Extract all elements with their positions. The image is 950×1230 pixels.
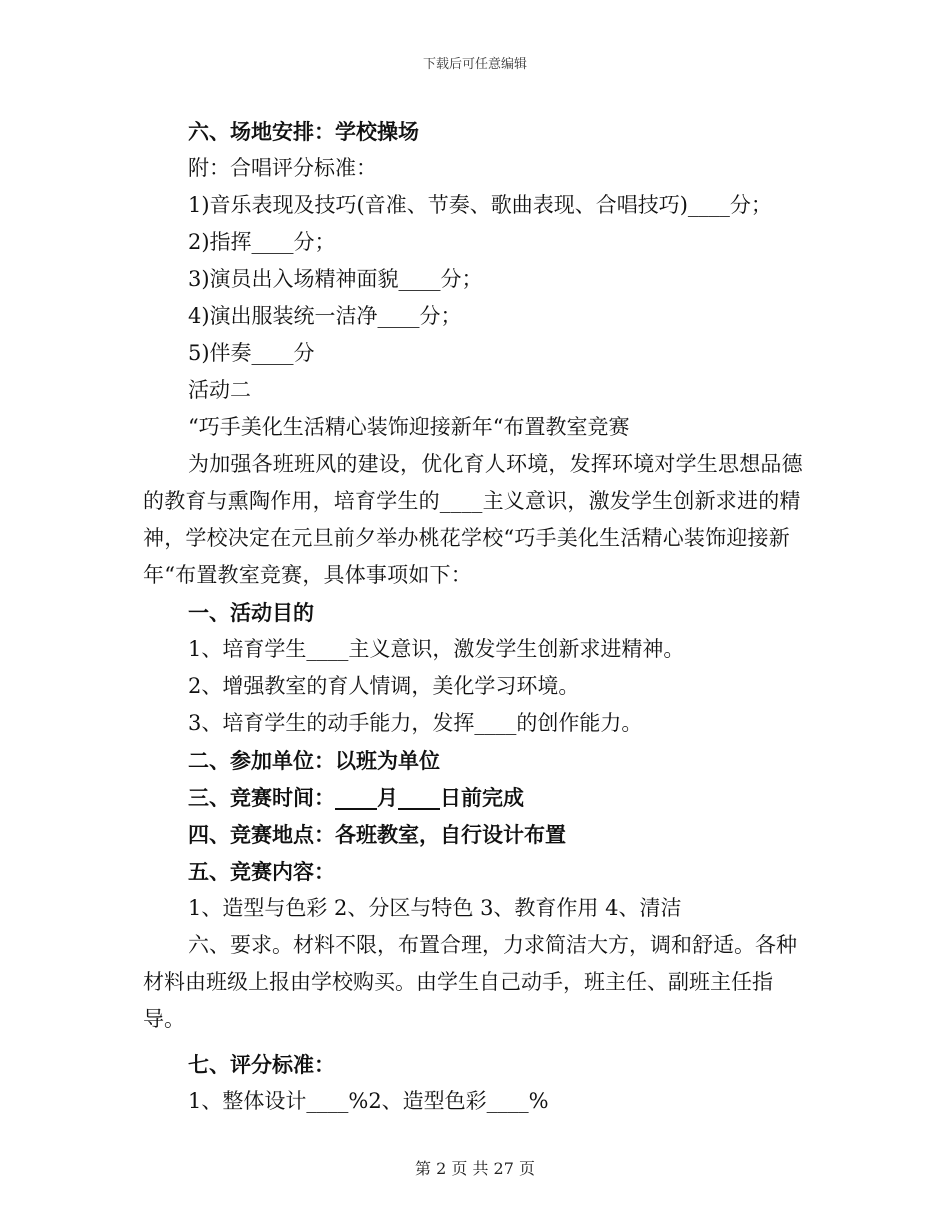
purpose-item-1: 1、培育学生____主义意识，激发学生创新求进精神。 [188,637,685,661]
activity-two-title: “巧手美化生活精心装饰迎接新年“布置教室竞赛 [188,415,630,439]
criteria-item-5: 5)伴奏____分 [188,341,315,365]
page-header: 下载后可任意编辑 [422,57,527,72]
activity-two-heading: 活动二 [188,378,251,402]
spacer [143,1038,803,1046]
requirements-paragraph: 六、要求。材料不限，布置合理，力求简洁大方，调和舒适。各种材料由班级上报由学校购买。由学生自己动手，班主任、副班主任指导。 [143,933,797,1031]
page-footer: 第 2 页 共 27 页 [415,1159,535,1178]
criteria-item-1: 1)音乐表现及技巧(音准、节奏、歌曲表现、合唱技巧)____分； [188,193,772,217]
intro-paragraph: 为加强各班班风的建设，优化育人环境，发挥环境对学生思想品德的教育与熏陶作用，培育学生的____主义意识，激发学生创新求进的精神，学校决定在元旦前夕举办桃花学校“巧手美化生活精心装饰迎接新年“布置教室竞赛，具体事项如下： [143,452,803,587]
document-body [143,113,803,1120]
purpose-item-3: 3、培育学生的动手能力，发挥____的创作能力。 [188,711,643,735]
content-items: 1、造型与色彩 2、分区与特色 3、教育作用 4、清洁 [188,896,682,920]
criteria-item-4: 4)演出服装统一洁净____分； [188,304,462,328]
section-venue: 六、场地安排：学校操场 [188,119,419,144]
section-location: 四、竞赛地点：各班教室，自行设计布置 [188,822,566,847]
section-purpose: 一、活动目的 [188,600,314,625]
criteria-item-2: 2)指挥____分； [188,230,336,254]
criteria-item-3: 3)演员出入场精神面貌____分； [188,267,483,291]
purpose-item-2: 2、增强教室的育人情调，美化学习环境。 [188,674,580,698]
scoring-items: 1、整体设计____%2、造型色彩____% [188,1089,549,1113]
section-scoring: 七、评分标准： [188,1052,335,1077]
section-time: 三、竞赛时间：____月____日前完成 [188,785,524,810]
appendix-title: 附：合唱评分标准： [188,156,377,180]
section-participants: 二、参加单位：以班为单位 [188,748,440,773]
section-content: 五、竞赛内容： [188,859,335,884]
